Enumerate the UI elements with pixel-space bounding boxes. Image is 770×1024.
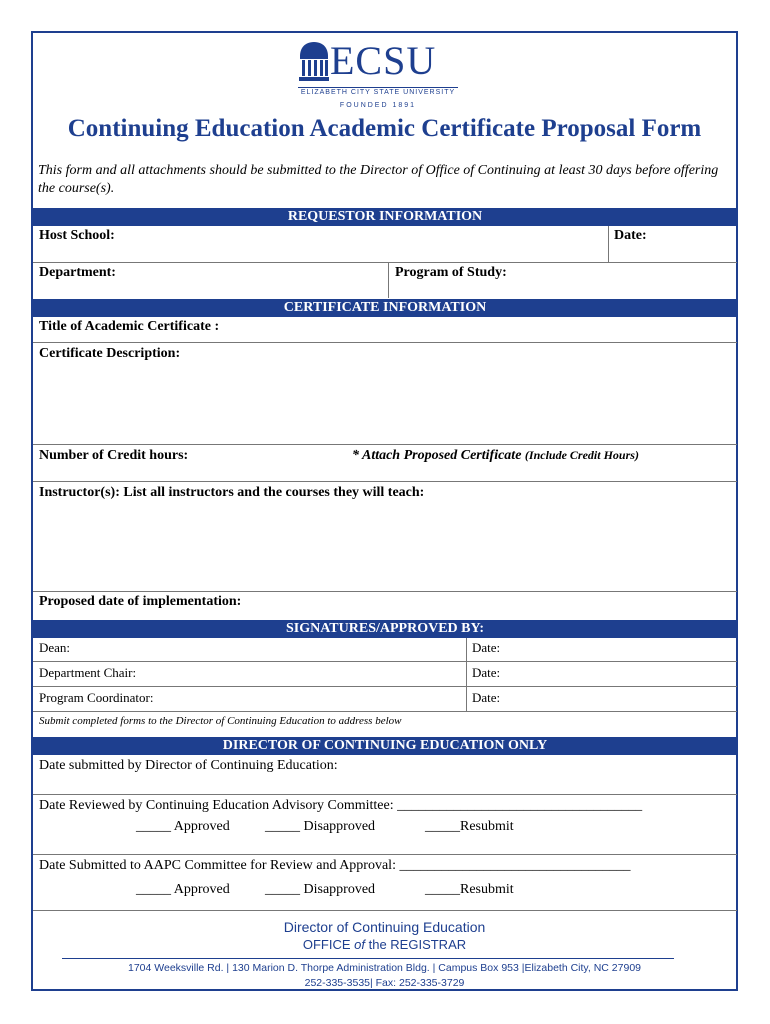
footer-title: Director of Continuing Education <box>283 919 486 935</box>
implementation-date-label: Proposed date of implementation: <box>39 594 242 609</box>
aapc-resubmit-option: _____Resubmit <box>425 882 514 897</box>
date-label: Date: <box>614 228 647 243</box>
advisory-review-label: Date Reviewed by Continuing Education Advisory Committee: ___________________________________ <box>39 798 643 813</box>
divider <box>33 481 737 482</box>
program-coordinator-date-label: Date: <box>472 690 501 705</box>
department-chair-label: Department Chair: <box>39 665 137 680</box>
review-approved-option: _____ Approved <box>136 819 230 834</box>
divider <box>33 661 737 662</box>
form-title: Continuing Education Academic Certificate Proposal Form <box>67 115 702 142</box>
program-coordinator-label: Program Coordinator: <box>39 690 154 705</box>
director-header: DIRECTOR OF CONTINUING EDUCATION ONLY <box>33 737 737 755</box>
footer-office-prefix: OFFICE <box>302 937 355 952</box>
certificate-header: CERTIFICATE INFORMATION <box>33 299 737 317</box>
aapc-disapproved-option: _____ Disapproved <box>265 882 376 897</box>
divider <box>608 226 609 262</box>
divider <box>388 262 389 298</box>
footer-office-suffix: the REGISTRAR <box>364 937 467 952</box>
aapc-submission-label: Date Submitted to AAPC Committee for Review and Approval: _________________________________ <box>39 858 631 873</box>
ecsu-logo <box>296 38 466 112</box>
divider <box>33 854 737 855</box>
divider <box>33 591 737 592</box>
building-icon <box>298 40 330 84</box>
divider <box>33 711 737 712</box>
divider <box>466 638 467 711</box>
date-submitted-label: Date submitted by Director of Continuing Education: <box>39 758 338 773</box>
attach-certificate-note <box>352 448 639 464</box>
review-resubmit-option: _____Resubmit <box>425 819 514 834</box>
divider <box>33 342 737 343</box>
department-chair-date-label: Date: <box>472 665 501 680</box>
footer-divider <box>62 958 674 959</box>
program-of-study-label: Program of Study: <box>395 265 507 280</box>
footer-address: 1704 Weeksville Rd. | 130 Marion D. Thorpe Administration Bldg. | Campus Box 953 |Elizabeth City, NC 27909 <box>127 962 642 974</box>
logo-wordmark: ECSU <box>330 38 437 83</box>
attach-note-text: * Attach Proposed Certificate <box>352 448 522 463</box>
logo-divider <box>298 87 458 88</box>
divider <box>33 910 737 911</box>
footer-office-of: of <box>354 937 365 952</box>
logo-university-name: ELIZABETH CITY STATE UNIVERSITY <box>300 89 456 96</box>
signatures-header: SIGNATURES/APPROVED BY: <box>33 620 737 638</box>
aapc-approved-option: _____ Approved <box>136 882 230 897</box>
divider <box>33 444 737 445</box>
submission-note: Submit completed forms to the Director of Continuing Education to address below <box>39 715 402 727</box>
review-disapproved-option: _____ Disapproved <box>265 819 376 834</box>
divider <box>33 262 737 263</box>
certificate-description-label: Certificate Description: <box>39 346 181 361</box>
department-label: Department: <box>39 265 116 280</box>
instructors-label: Instructor(s): List all instructors and the courses they will teach: <box>39 485 425 500</box>
divider <box>33 794 737 795</box>
certificate-title-label: Title of Academic Certificate : <box>39 319 220 334</box>
dean-label: Dean: <box>39 640 71 655</box>
footer-phone: 252-335-3535| Fax: 252-335-3729 <box>304 977 465 989</box>
dean-date-label: Date: <box>472 640 501 655</box>
requestor-header: REQUESTOR INFORMATION <box>33 208 737 226</box>
intro-text: This form and all attachments should be submitted to the Director of Office of Continuing at least 30 days before offering the course(s). <box>38 163 719 196</box>
divider <box>33 686 737 687</box>
host-school-label: Host School: <box>39 228 115 243</box>
footer-office <box>31 937 738 952</box>
logo-founded: FOUNDED 1891 <box>339 102 417 109</box>
credit-hours-label: Number of Credit hours: <box>39 448 189 463</box>
attach-note-sub: (Include Credit Hours) <box>524 448 639 462</box>
